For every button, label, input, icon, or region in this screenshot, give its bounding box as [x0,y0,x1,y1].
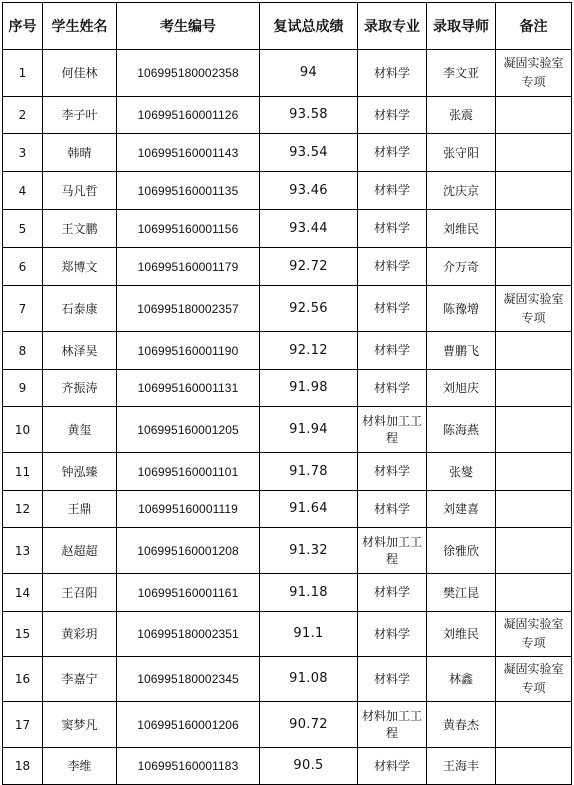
cell-score: 91.1 [260,612,358,657]
cell-score: 94 [260,50,358,97]
cell-note [496,134,572,172]
cell-name: 李子叶 [43,97,117,134]
cell-advisor: 李文亚 [427,50,496,97]
cell-advisor: 刘旭庆 [427,370,496,407]
cell-name: 韩晴 [43,134,117,172]
cell-name: 王召阳 [43,574,117,612]
header-advisor: 录取导师 [427,3,496,50]
cell-name: 黄彩玥 [43,612,117,657]
cell-score: 91.98 [260,370,358,407]
cell-note [496,370,572,407]
cell-candidate-id: 106995180002357 [117,286,260,332]
table-row [3,657,572,702]
header-note: 备注 [496,3,572,50]
cell-candidate-id: 106995160001126 [117,97,260,134]
cell-no: 15 [3,612,43,657]
cell-name: 郑博文 [43,248,117,286]
cell-no: 6 [3,248,43,286]
cell-candidate-id: 106995180002345 [117,657,260,702]
cell-no: 3 [3,134,43,172]
table-row [3,210,572,248]
cell-name: 王鼎 [43,491,117,528]
cell-name: 赵超超 [43,528,117,574]
table-row [3,370,572,407]
cell-no: 8 [3,332,43,370]
cell-score: 91.64 [260,491,358,528]
cell-score: 93.44 [260,210,358,248]
cell-major: 材料学 [358,210,427,248]
cell-candidate-id: 106995160001179 [117,248,260,286]
cell-score: 92.56 [260,286,358,332]
cell-name: 王文鹏 [43,210,117,248]
cell-advisor: 徐雅欣 [427,528,496,574]
header-score: 复试总成绩 [260,3,358,50]
cell-note [496,528,572,574]
cell-no: 16 [3,657,43,702]
cell-advisor: 沈庆京 [427,172,496,210]
cell-candidate-id: 106995160001205 [117,407,260,453]
cell-advisor: 王海丰 [427,748,496,785]
cell-candidate-id: 106995160001131 [117,370,260,407]
table-row [3,407,572,453]
header-major: 录取专业 [358,3,427,50]
cell-major: 材料学 [358,50,427,97]
admission-table [2,2,572,785]
cell-no: 5 [3,210,43,248]
cell-score: 93.54 [260,134,358,172]
cell-score: 91.08 [260,657,358,702]
table-row [3,702,572,748]
cell-major: 材料学 [358,370,427,407]
cell-note [496,491,572,528]
header-id: 考生编号 [117,3,260,50]
cell-advisor: 刘维民 [427,612,496,657]
cell-major: 材料学 [358,248,427,286]
cell-score: 91.18 [260,574,358,612]
cell-note [496,407,572,453]
cell-advisor: 张震 [427,97,496,134]
cell-major: 材料学 [358,748,427,785]
cell-advisor: 张守阳 [427,134,496,172]
cell-note [496,574,572,612]
cell-advisor: 林鑫 [427,657,496,702]
header-row [3,3,572,50]
cell-no: 2 [3,97,43,134]
cell-no: 11 [3,453,43,491]
cell-name: 何佳林 [43,50,117,97]
cell-note [496,453,572,491]
cell-no: 9 [3,370,43,407]
cell-note [496,248,572,286]
cell-name: 钟泓臻 [43,453,117,491]
cell-no: 10 [3,407,43,453]
cell-note [496,702,572,748]
cell-no: 17 [3,702,43,748]
table-row [3,286,572,332]
cell-note: 凝固实验室专项 [496,50,572,97]
cell-score: 92.12 [260,332,358,370]
cell-note: 凝固实验室专项 [496,286,572,332]
cell-candidate-id: 106995160001190 [117,332,260,370]
cell-score: 91.78 [260,453,358,491]
cell-no: 14 [3,574,43,612]
cell-candidate-id: 106995160001161 [117,574,260,612]
cell-candidate-id: 106995180002351 [117,612,260,657]
table-row [3,491,572,528]
cell-major: 材料学 [358,172,427,210]
cell-advisor: 曹鹏飞 [427,332,496,370]
table-row [3,574,572,612]
cell-major: 材料学 [358,332,427,370]
table-row [3,528,572,574]
header-name: 学生姓名 [43,3,117,50]
cell-name: 齐振涛 [43,370,117,407]
cell-major: 材料学 [358,97,427,134]
cell-candidate-id: 106995160001156 [117,210,260,248]
cell-major: 材料学 [358,574,427,612]
cell-note: 凝固实验室专项 [496,657,572,702]
table-row [3,172,572,210]
cell-candidate-id: 106995160001183 [117,748,260,785]
cell-no: 18 [3,748,43,785]
cell-advisor: 刘建喜 [427,491,496,528]
table-row [3,50,572,97]
cell-advisor: 张燮 [427,453,496,491]
cell-score: 91.32 [260,528,358,574]
cell-major: 材料学 [358,286,427,332]
cell-major: 材料学 [358,134,427,172]
cell-advisor: 黄春杰 [427,702,496,748]
table-row [3,453,572,491]
cell-name: 石泰康 [43,286,117,332]
cell-candidate-id: 106995160001135 [117,172,260,210]
cell-candidate-id: 106995160001101 [117,453,260,491]
cell-advisor: 陈海燕 [427,407,496,453]
cell-major: 材料加工工程 [358,702,427,748]
cell-note [496,332,572,370]
cell-advisor: 樊江昆 [427,574,496,612]
cell-major: 材料学 [358,612,427,657]
cell-advisor: 陈豫增 [427,286,496,332]
cell-advisor: 刘维民 [427,210,496,248]
cell-no: 12 [3,491,43,528]
cell-name: 李嘉宁 [43,657,117,702]
cell-note [496,97,572,134]
cell-score: 92.72 [260,248,358,286]
cell-score: 93.46 [260,172,358,210]
cell-major: 材料加工工程 [358,528,427,574]
cell-name: 李维 [43,748,117,785]
cell-name: 林泽昊 [43,332,117,370]
cell-no: 13 [3,528,43,574]
cell-major: 材料学 [358,491,427,528]
cell-score: 90.5 [260,748,358,785]
table-row [3,748,572,785]
cell-candidate-id: 106995160001143 [117,134,260,172]
cell-major: 材料学 [358,657,427,702]
cell-no: 1 [3,50,43,97]
table-row [3,248,572,286]
cell-note [496,172,572,210]
cell-major: 材料加工工程 [358,407,427,453]
cell-no: 7 [3,286,43,332]
cell-score: 93.58 [260,97,358,134]
table-row [3,332,572,370]
cell-name: 马凡哲 [43,172,117,210]
table-row [3,134,572,172]
cell-name: 窦梦凡 [43,702,117,748]
cell-score: 90.72 [260,702,358,748]
cell-note: 凝固实验室专项 [496,612,572,657]
cell-score: 91.94 [260,407,358,453]
header-no: 序号 [3,3,43,50]
cell-candidate-id: 106995160001206 [117,702,260,748]
cell-candidate-id: 106995160001119 [117,491,260,528]
cell-advisor: 介万奇 [427,248,496,286]
cell-major: 材料学 [358,453,427,491]
cell-no: 4 [3,172,43,210]
cell-note [496,748,572,785]
cell-note [496,210,572,248]
cell-candidate-id: 106995160001208 [117,528,260,574]
cell-candidate-id: 106995180002358 [117,50,260,97]
table-row [3,612,572,657]
cell-name: 黄玺 [43,407,117,453]
table-row [3,97,572,134]
